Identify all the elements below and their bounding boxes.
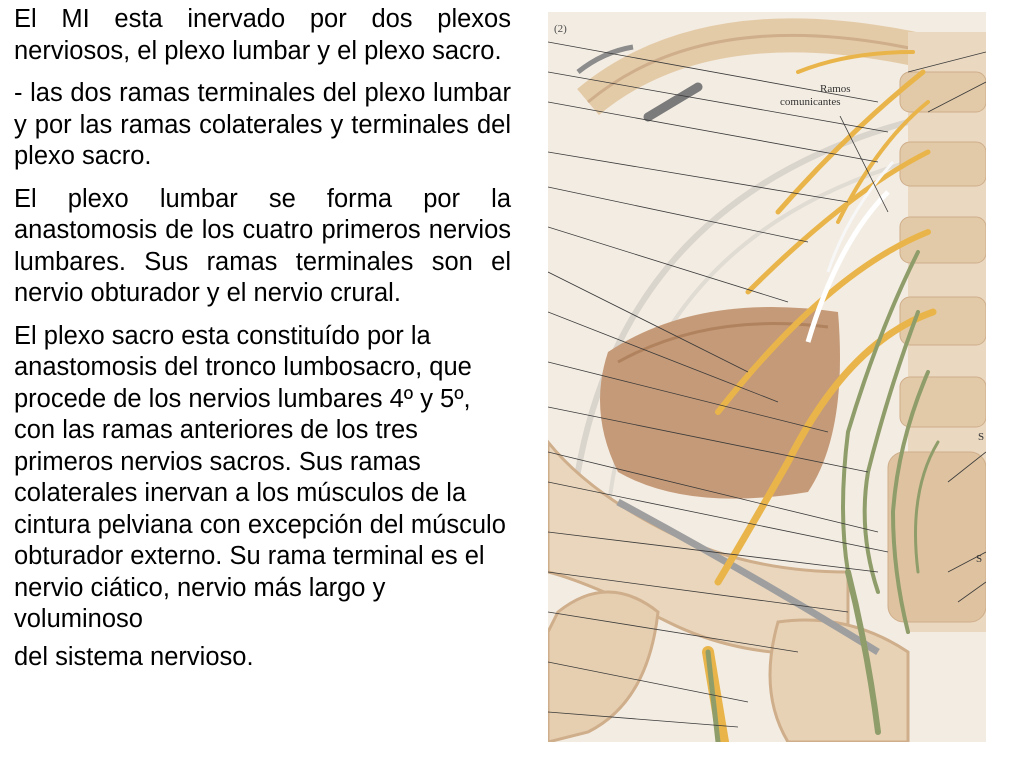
- paragraph-sacral-plexus-end: del sistema nervioso.: [14, 642, 254, 671]
- plexus-illustration-svg: [548, 12, 986, 742]
- label-comunicantes: comunicantes: [780, 96, 841, 108]
- label-ramos: Ramos: [820, 83, 851, 95]
- paragraph-intro: El MI esta inervado por dos plexos nerviosos, el plexo lumbar y el plexo sacro.: [14, 5, 511, 65]
- ischium: [770, 620, 908, 742]
- paragraph-sacral-plexus: El plexo sacro esta constituído por la anastomosis del tronco lumbosacro, que procede de los nervios lumbares 4º y 5º, con las ramas anteriores de los tres primeros nervios sacros. Sus ramas colaterales inervan a los músculos de la cintura pelviana con excepción del músculo obturador externo. Su rama terminal es el nervio ciático, nervio más largo y voluminoso: [14, 321, 506, 633]
- text-column: [14, 4, 511, 684]
- paragraph-branches: - las dos ramas terminales del plexo lumbar y por las ramas colaterales y terminales del plexo sacro.: [14, 79, 511, 170]
- label-s-upper: S: [978, 431, 985, 443]
- label-s-lower: S: [976, 553, 983, 565]
- anatomical-illustration: [548, 12, 986, 742]
- paragraph-lumbar-plexus: El plexo lumbar se forma por la anastomosis de los cuatro primeros nervios lumbares. Sus ramas terminales son el nervio obturador y el nervio crural.: [14, 184, 511, 307]
- panel-number: (2): [554, 23, 567, 35]
